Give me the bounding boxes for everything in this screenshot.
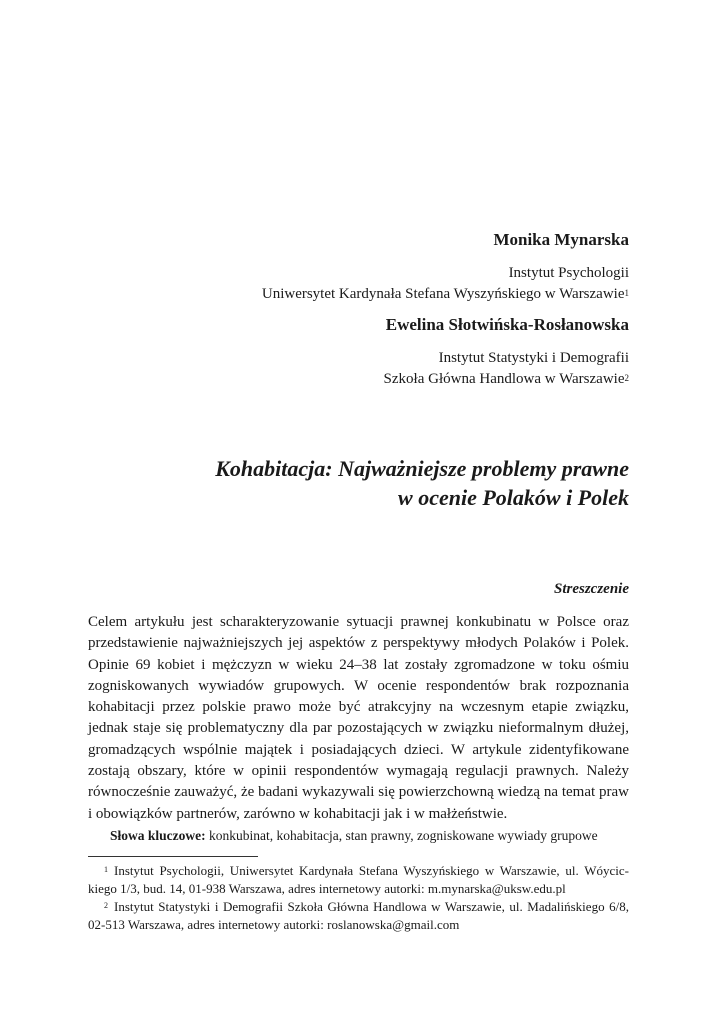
footnote-text: Instytut Statystyki i Demografii Szkoła Główna Handlowa w Warszawie, ul. Madalińskiego 6/8, 02-513 Warszawa, adres internetowy autorki: roslanowska@gmail.com	[88, 899, 629, 932]
affiliation-line: Instytut Statystyki i Demografii	[438, 350, 629, 366]
paper-page	[88, 0, 629, 1024]
author-affiliation	[384, 348, 629, 390]
author-affiliation	[262, 263, 629, 305]
title-line: w ocenie Polaków i Polek	[398, 485, 629, 510]
title-line: Kohabitacja: Najważniejsze problemy prawne	[215, 456, 629, 481]
footnote-ref: 2	[624, 373, 629, 383]
keywords-text: konkubinat, kohabitacja, stan prawny, zogniskowane wywiady grupowe	[209, 828, 598, 843]
paper-title	[88, 454, 629, 512]
footnote-number: 2	[104, 901, 108, 910]
affiliation-line-text: Uniwersytet Kardynała Stefana Wyszyńskiego w Warszawie	[261, 286, 625, 302]
footnotes	[88, 862, 629, 934]
author-name: Ewelina Słotwińska-Rosłanowska	[385, 315, 629, 334]
footnote-text: Instytut Psychologii, Uniwersytet Kardynała Stefana Wyszyńskiego w Warszawie, ul. Wóycickiego 1/3, bud. 14, 01-938 Warszawa, adres internetowy autorki: m.mynarska@uksw.edu.pl	[88, 863, 629, 896]
footnote	[88, 898, 629, 934]
abstract-heading: Streszczenie	[554, 581, 629, 597]
footnote-divider	[88, 856, 258, 857]
abstract-text: Celem artykułu jest scharakteryzowanie sytuacji prawnej konkubinatu w Polsce oraz przedstawienie najważniejszych jej aspektów z perspektywy młodych Polaków i Polek. Opinie 69 kobiet i mężczyzn w wieku 24–38 lat zostały zgromadzone w toku ośmiu zogniskowanych wywiadów grupowych. W ocenie respondentów brak rozpoznania kohabitacji przez polskie prawo może być atrakcyjny na wczesnym etapie związku, jednak staje się problematyczny dla par pozostających w związku nieformalnym dłużej, gromadzących wspólnie majątek i posiadających dzieci. W artykule zidentyfikowane zostają obszary, które w opinii respondentów wymagają regulacji prawnych. Należy równocześnie zauważyć, że badani wykazywali się powierzchowną wiedzą na temat praw i obowiązków partnerów, zarówno w kohabitacji jak i w małżeństwie.	[88, 614, 629, 822]
author-name: Monika Mynarska	[493, 230, 629, 249]
footnote	[88, 862, 629, 898]
affiliation-line	[262, 284, 629, 305]
affiliation-line-text: Szkoła Główna Handlowa w Warszawie	[383, 371, 625, 387]
footnote-number: 1	[104, 865, 108, 874]
keywords-label: Słowa kluczowe:	[110, 828, 206, 843]
footnote-ref: 1	[624, 288, 629, 298]
affiliation-line: Instytut Psychologii	[508, 265, 629, 281]
keywords	[110, 826, 598, 845]
affiliation-line	[384, 369, 629, 390]
